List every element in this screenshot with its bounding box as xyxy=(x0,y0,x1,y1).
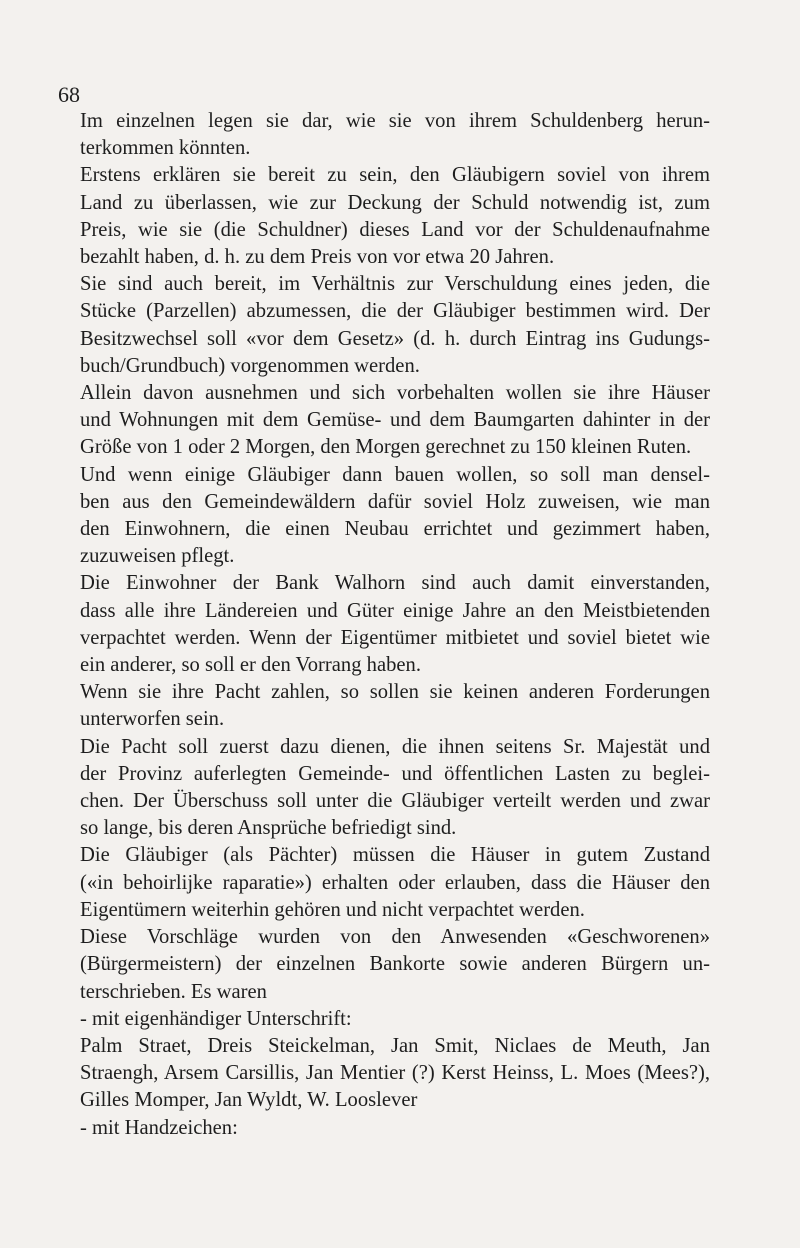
text-line: (Bürgermeistern) der einzelnen Bankorte sowie anderen Bürgern un- xyxy=(80,953,710,976)
text-line: Allein davon ausnehmen und sich vorbehalten wollen sie ihre Häuser xyxy=(80,382,710,405)
paragraph xyxy=(80,679,710,733)
paragraph xyxy=(80,1033,710,1115)
text-line: Die Einwohner der Bank Walhorn sind auch damit einverstanden, xyxy=(80,572,710,595)
text-line: dass alle ihre Ländereien und Güter einige Jahre an den Meistbietenden xyxy=(80,599,710,622)
text-line: und Wohnungen mit dem Gemüse- und dem Baumgarten dahinter in der xyxy=(80,409,710,432)
paragraph xyxy=(80,734,710,843)
paragraph xyxy=(80,570,710,679)
text-line: Gilles Momper, Jan Wyldt, W. Looslever xyxy=(80,1089,418,1112)
text-line: Preis, wie sie (die Schuldner) dieses Land vor der Schuldenaufnahme xyxy=(80,218,710,241)
text-line: Diese Vorschläge wurden von den Anwesenden «Geschworenen» xyxy=(80,926,710,949)
text-line: Die Pacht soll zuerst dazu dienen, die ihnen seitens Sr. Majestät und xyxy=(80,735,710,758)
paragraph xyxy=(80,162,710,271)
text-line: Sie sind auch bereit, im Verhältnis zur Verschuldung eines jeden, die xyxy=(80,273,710,296)
text-line: («in behoirlijke raparatie») erhalten oder erlauben, dass die Häuser den xyxy=(80,871,710,894)
text-line: - mit Handzeichen: xyxy=(80,1116,238,1139)
text-line: terschrieben. Es waren xyxy=(80,980,267,1003)
text-line: Die Gläubiger (als Pächter) müssen die Häuser in gutem Zustand xyxy=(80,844,710,867)
body-text xyxy=(80,108,710,1142)
text-line: buch/Grundbuch) vorgenommen werden. xyxy=(80,354,420,377)
text-line: Straengh, Arsem Carsillis, Jan Mentier (?) Kerst Heinss, L. Moes (Mees?), xyxy=(80,1062,710,1085)
text-line: der Provinz auferlegten Gemeinde- und öffentlichen Lasten zu beglei- xyxy=(80,762,710,785)
text-line: ein anderer, so soll er den Vorrang haben. xyxy=(80,654,421,677)
paragraph xyxy=(80,842,710,924)
paragraph xyxy=(80,108,710,162)
text-line: ben aus den Gemeindewäldern dafür soviel Holz zuweisen, wie man xyxy=(80,490,710,513)
text-line: unterworfen sein. xyxy=(80,708,225,731)
text-line: Größe von 1 oder 2 Morgen, den Morgen gerechnet zu 150 kleinen Ruten. xyxy=(80,436,692,459)
text-line: Wenn sie ihre Pacht zahlen, so sollen sie keinen anderen Forderungen xyxy=(80,681,710,704)
paragraph xyxy=(80,462,710,571)
text-line: Eigentümern weiterhin gehören und nicht verpachtet werden. xyxy=(80,898,585,921)
text-line: Palm Straet, Dreis Steickelman, Jan Smit, Niclaes de Meuth, Jan xyxy=(80,1034,710,1057)
page-number: 68 xyxy=(58,82,80,107)
text-line: Land zu überlassen, wie zur Deckung der Schuld notwendig ist, zum xyxy=(80,191,710,214)
text-line: Erstens erklären sie bereit zu sein, den Gläubigern soviel von ihrem xyxy=(80,164,710,187)
text-line: so lange, bis deren Ansprüche befriedigt sind. xyxy=(80,817,457,840)
paragraph xyxy=(80,380,710,462)
text-line: Im einzelnen legen sie dar, wie sie von ihrem Schuldenberg herun- xyxy=(80,110,710,132)
paragraph xyxy=(80,924,710,1006)
text-line: verpachtet werden. Wenn der Eigentümer mitbietet und soviel bietet wie xyxy=(80,626,710,649)
text-line: den Einwohnern, die einen Neubau errichtet und gezimmert haben, xyxy=(80,518,710,541)
text-line: bezahlt haben, d. h. zu dem Preis von vor etwa 20 Jahren. xyxy=(80,246,555,269)
text-line: Besitzwechsel soll «vor dem Gesetz» (d. h. durch Eintrag ins Gudungs- xyxy=(80,327,710,350)
paragraph xyxy=(80,1115,710,1142)
paragraph xyxy=(80,1006,710,1033)
text-line: - mit eigenhändiger Unterschrift: xyxy=(80,1007,352,1030)
paragraph xyxy=(80,271,710,380)
text-line: Und wenn einige Gläubiger dann bauen wollen, so soll man densel- xyxy=(80,463,710,486)
text-line: terkommen könnten. xyxy=(80,137,251,160)
text-line: chen. Der Überschuss soll unter die Gläubiger verteilt werden und zwar xyxy=(80,790,710,813)
text-line: Stücke (Parzellen) abzumessen, die der Gläubiger bestimmen wird. Der xyxy=(80,300,710,323)
text-line: zuzuweisen pflegt. xyxy=(80,545,235,568)
